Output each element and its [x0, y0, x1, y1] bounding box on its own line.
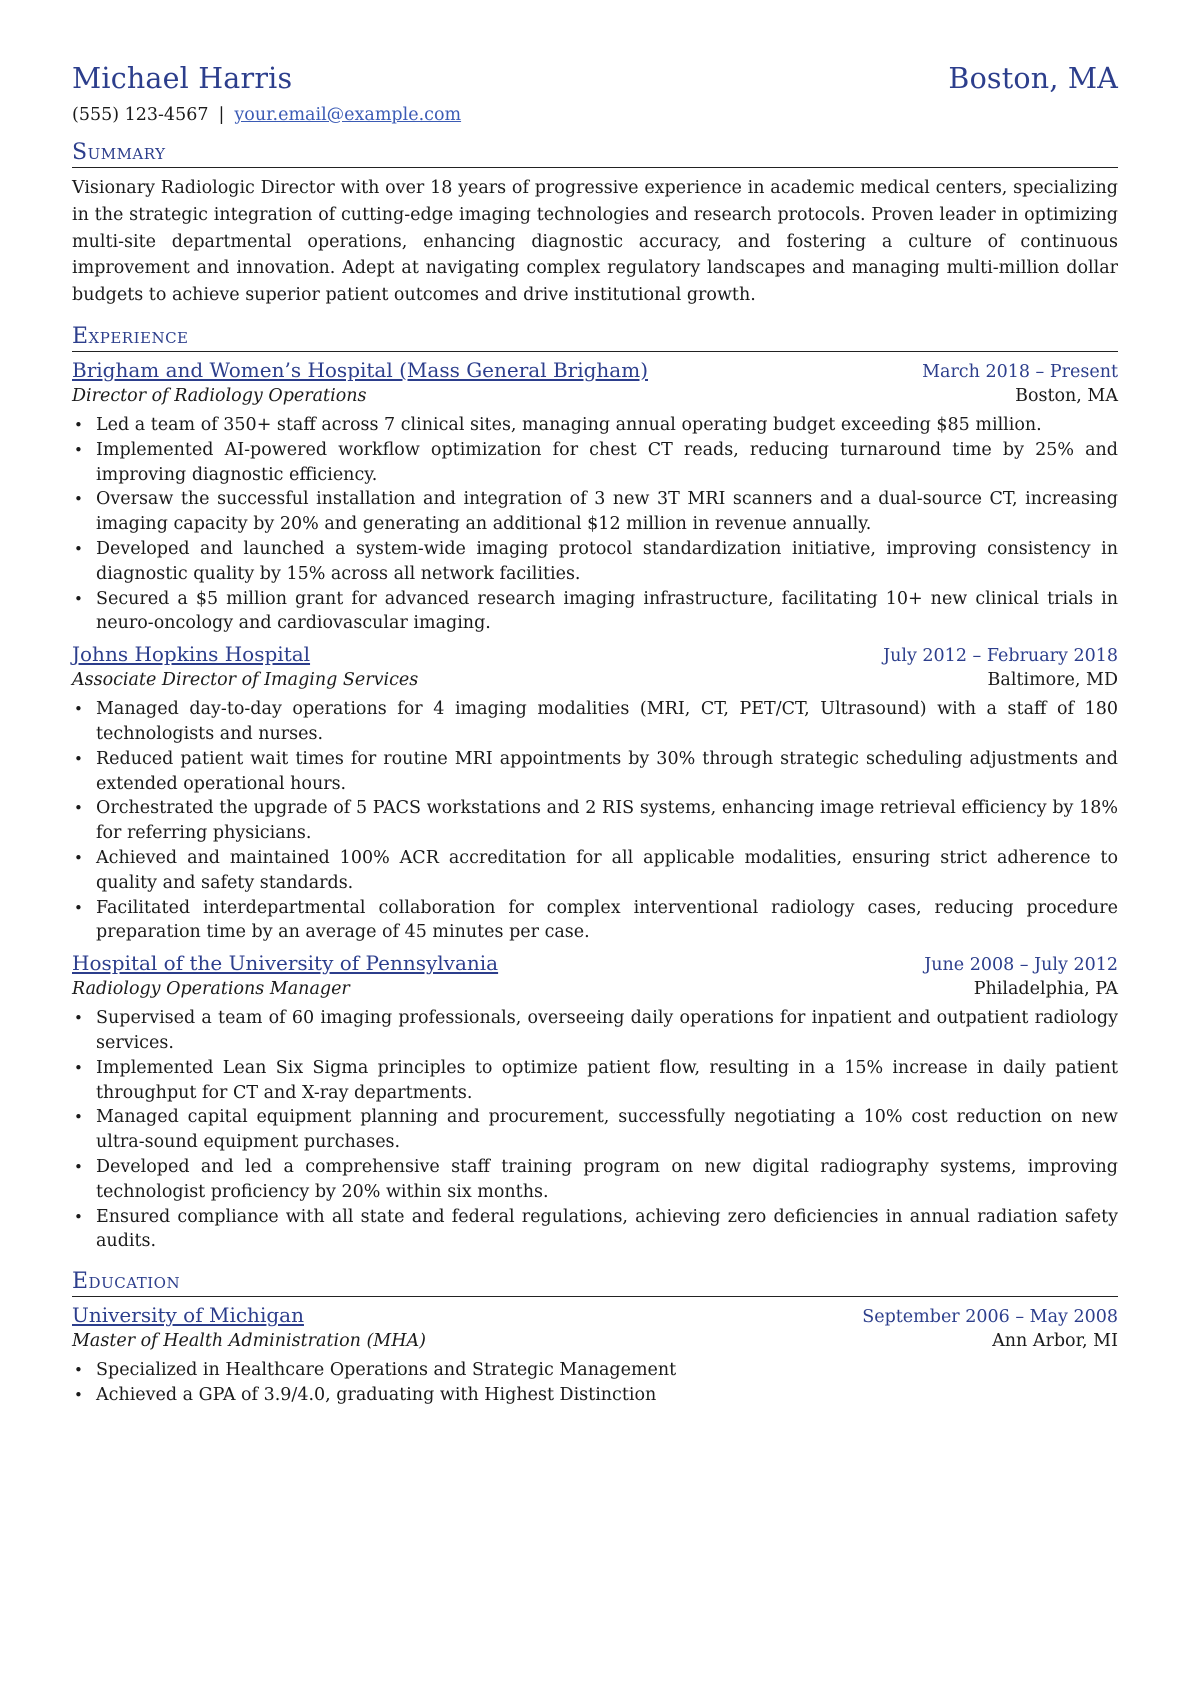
- education-highlights: [72, 1358, 1118, 1408]
- achievement-item: • Facilitated interdepartmental collaboration for complex interventional radiology cases, reducing procedure preparation time by an average of 45 minutes per case.: [96, 896, 1118, 946]
- achievement-list: [72, 697, 1118, 945]
- job-title: Radiology Operations Manager: [72, 979, 350, 1000]
- resume-header: [72, 62, 1118, 95]
- job-location: Baltimore, MD: [987, 670, 1118, 691]
- job-title: Associate Director of Imaging Services: [72, 670, 419, 691]
- achievement-item: • Led a team of 350+ staff across 7 clinical sites, managing annual operating budget exceeding $85 million.: [96, 413, 1118, 438]
- contact-line: [72, 105, 1118, 125]
- employer-name[interactable]: Hospital of the University of Pennsylvania: [72, 951, 499, 976]
- education-highlight-item: • Achieved a GPA of 3.9/4.0, graduating with Highest Distinction: [96, 1383, 1118, 1408]
- degree-title: Master of Health Administration (MHA): [72, 1331, 426, 1352]
- school-location: Ann Arbor, MI: [992, 1331, 1118, 1352]
- achievement-item: • Reduced patient wait times for routine MRI appointments by 30% through strategic scheduling adjustments and extended operational hours.: [96, 747, 1118, 797]
- achievement-item: • Ensured compliance with all state and federal regulations, achieving zero deficiencies in annual radiation safety audits.: [96, 1205, 1118, 1255]
- employment-dates: July 2012 – February 2018: [883, 646, 1118, 667]
- summary-text: Visionary Radiologic Director with over 18 years of progressive experience in academic medical centers, specializing in the strategic integration of cutting-edge imaging technologies and research protocols. Proven leader in optimizing multi-site departmental operations, enhancing diagnostic accuracy, and fostering a culture of continuous improvement and innovation. Adept at navigating complex regulatory landscapes and managing multi-million dollar budgets to achieve superior patient outcomes and drive institutional growth.: [72, 178, 1118, 306]
- achievement-item: • Supervised a team of 60 imaging professionals, overseeing daily operations for inpatient and outpatient radiology services.: [96, 1006, 1118, 1056]
- achievement-item: • Secured a $5 million grant for advanced research imaging infrastructure, facilitating 10+ new clinical trials in neuro-oncology and cardiovascular imaging.: [96, 587, 1118, 637]
- achievement-list: [72, 413, 1118, 636]
- experience-entry: [72, 358, 1118, 636]
- employment-dates: June 2008 – July 2012: [924, 955, 1118, 976]
- achievement-item: • Developed and led a comprehensive staff training program on new digital radiography systems, improving technologist proficiency by 20% within six months.: [96, 1155, 1118, 1205]
- achievement-item: • Managed capital equipment planning and procurement, successfully negotiating a 10% cost reduction on new ultra-sound equipment purchases.: [96, 1105, 1118, 1155]
- contact-separator: |: [218, 105, 225, 125]
- employer-name[interactable]: Johns Hopkins Hospital: [72, 642, 311, 667]
- experience-entry: [72, 642, 1118, 945]
- experience-heading: Experience: [72, 324, 1118, 352]
- achievement-item: • Orchestrated the upgrade of 5 PACS workstations and 2 RIS systems, enhancing image retrieval efficiency by 18% for referring physicians.: [96, 796, 1118, 846]
- achievement-item: • Oversaw the successful installation and integration of 3 new 3T MRI scanners and a dual-source CT, increasing imaging capacity by 20% and generating an additional $12 million in revenue annually.: [96, 487, 1118, 537]
- education-entry: [72, 1303, 1118, 1408]
- achievement-item: • Managed day-to-day operations for 4 imaging modalities (MRI, CT, PET/CT, Ultrasound) with a staff of 180 technologists and nurses.: [96, 697, 1118, 747]
- achievement-item: • Developed and launched a system-wide imaging protocol standardization initiative, improving consistency in diagnostic quality by 15% across all network facilities.: [96, 537, 1118, 587]
- job-location: Boston, MA: [1015, 385, 1118, 406]
- achievement-item: • Implemented Lean Six Sigma principles to optimize patient flow, resulting in a 15% increase in daily patient throughput for CT and X-ray departments.: [96, 1056, 1118, 1106]
- job-title: Director of Radiology Operations: [72, 385, 367, 406]
- email-link[interactable]: your.email@example.com: [234, 105, 462, 125]
- achievement-list: [72, 1006, 1118, 1254]
- education-dates: September 2006 – May 2008: [862, 1307, 1118, 1328]
- experience-entry: [72, 951, 1118, 1254]
- summary-heading: Summary: [72, 140, 1118, 168]
- phone-number: (555) 123-4567: [72, 105, 209, 125]
- education-heading: Education: [72, 1269, 1118, 1297]
- education-highlight-item: • Specialized in Healthcare Operations and Strategic Management: [96, 1358, 1118, 1383]
- job-location: Philadelphia, PA: [973, 979, 1118, 1000]
- header-location: Boston, MA: [948, 62, 1118, 95]
- candidate-name: Michael Harris: [72, 62, 293, 95]
- school-name[interactable]: University of Michigan: [72, 1303, 304, 1328]
- achievement-item: • Implemented AI-powered workflow optimization for chest CT reads, reducing turnaround time by 25% and improving diagnostic efficiency.: [96, 438, 1118, 488]
- employer-name[interactable]: Brigham and Women’s Hospital (Mass General Brigham): [72, 357, 648, 382]
- achievement-item: • Achieved and maintained 100% ACR accreditation for all applicable modalities, ensuring strict adherence to quality and safety standards.: [96, 846, 1118, 896]
- employment-dates: March 2018 – Present: [922, 361, 1118, 382]
